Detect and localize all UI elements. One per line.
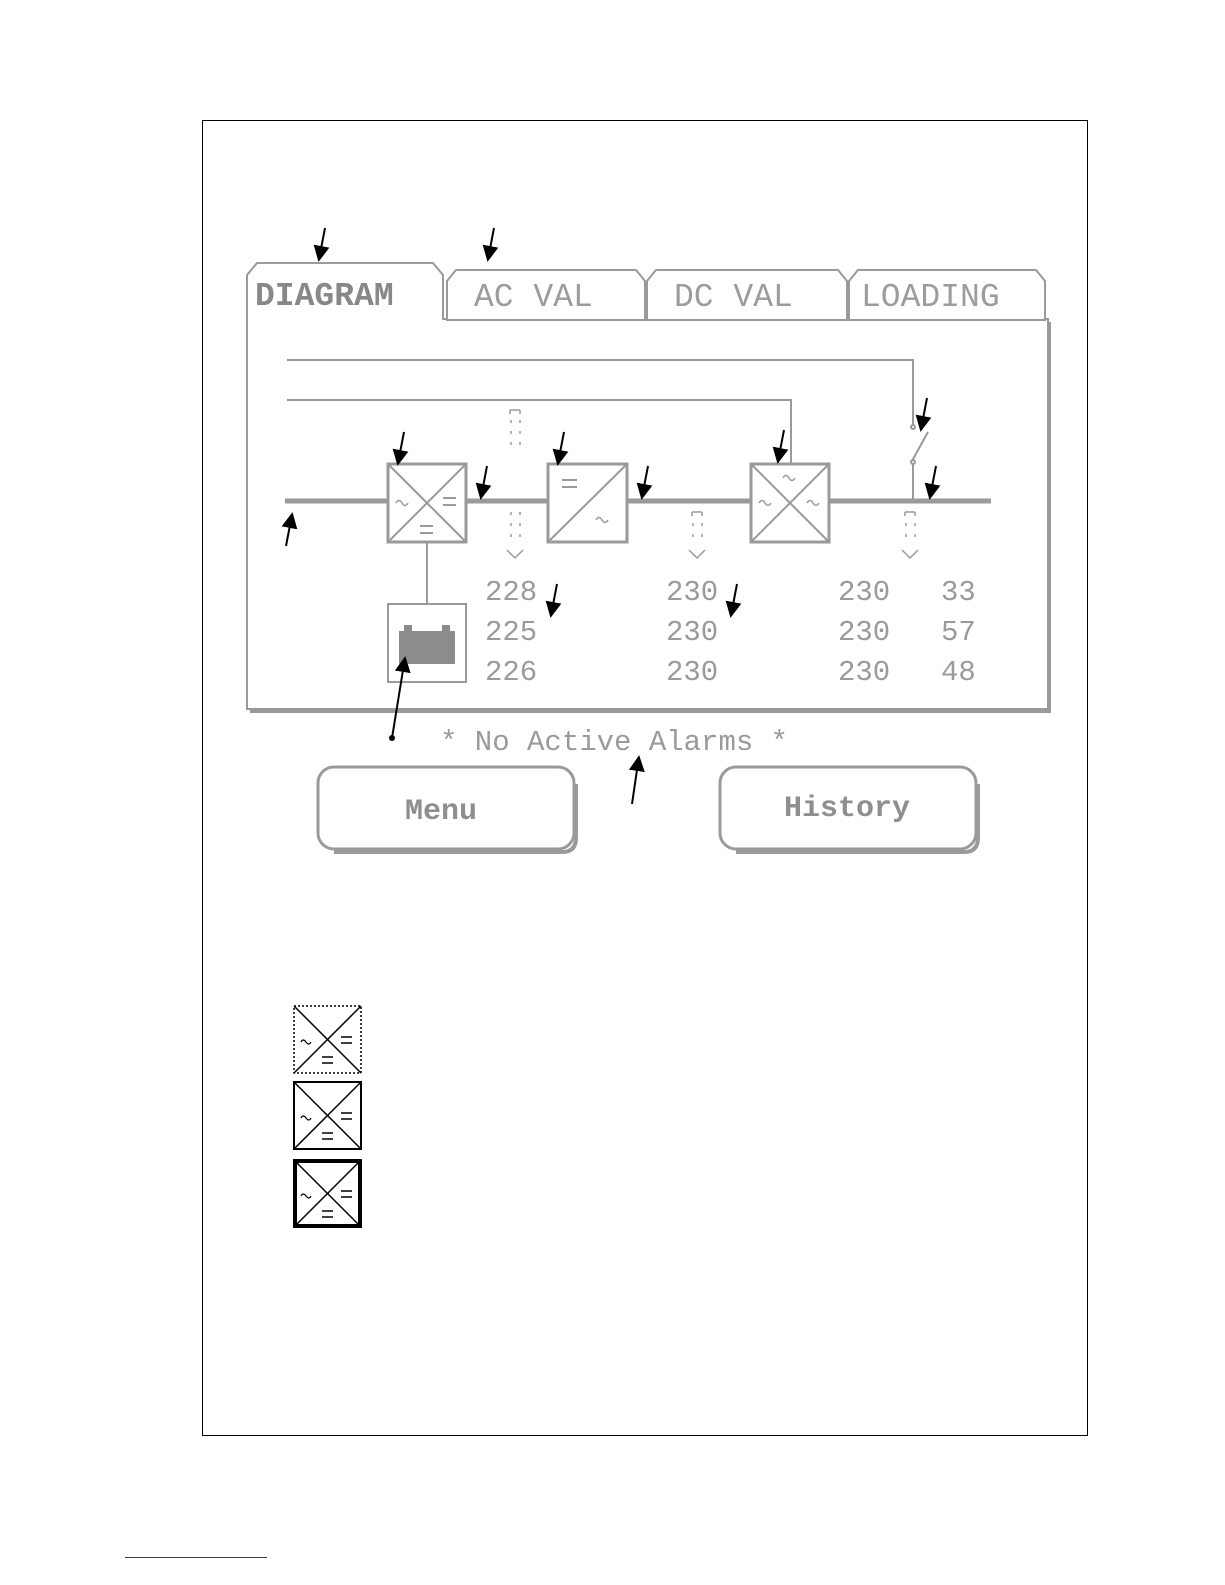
load-l3: 48 <box>941 656 976 689</box>
rectifier-icon <box>294 1006 361 1073</box>
bypass-voltage-readings <box>838 576 890 689</box>
tab-ac-val[interactable] <box>447 270 645 320</box>
output-voltage-readings <box>666 576 718 689</box>
input-voltage-l2: 225 <box>485 616 538 649</box>
bypass-voltage-l2: 230 <box>838 616 891 649</box>
static-switch-icon[interactable] <box>751 464 829 542</box>
menu-button-label: Menu <box>404 795 478 829</box>
menu-button[interactable] <box>318 767 576 852</box>
output-voltage-l3: 230 <box>666 656 719 689</box>
input-voltage-readings <box>485 576 537 689</box>
output-voltage-l2: 230 <box>666 616 719 649</box>
inverter-icon[interactable] <box>548 464 627 542</box>
diagram-panel <box>247 319 1051 712</box>
alarm-status: * No Active Alarms * <box>440 726 789 759</box>
rectifier-icon[interactable] <box>388 464 466 542</box>
battery-icon[interactable] <box>388 604 466 682</box>
tab-ac-val-label: AC VAL <box>474 279 593 316</box>
callout-dot <box>389 735 395 741</box>
footer-rule <box>125 1557 267 1558</box>
rectifier-icon <box>294 1082 361 1149</box>
tab-loading-label: LOADING <box>861 279 1000 316</box>
load-l2: 57 <box>941 616 976 649</box>
load-l1: 33 <box>941 576 976 609</box>
tab-diagram[interactable] <box>247 263 443 322</box>
input-voltage-l3: 226 <box>485 656 538 689</box>
history-button[interactable] <box>720 767 978 852</box>
tab-dc-val-label: DC VAL <box>674 279 793 316</box>
load-readings <box>941 576 976 689</box>
bypass-voltage-l3: 230 <box>838 656 891 689</box>
history-button-label: History <box>783 792 911 826</box>
tab-diagram-label: DIAGRAM <box>255 278 394 315</box>
rectifier-icon <box>295 1161 360 1226</box>
input-voltage-l1: 228 <box>485 576 538 609</box>
tab-dc-val[interactable] <box>647 270 847 320</box>
tab-loading[interactable] <box>849 270 1045 320</box>
output-voltage-l1: 230 <box>666 576 719 609</box>
bypass-voltage-l1: 230 <box>838 576 891 609</box>
